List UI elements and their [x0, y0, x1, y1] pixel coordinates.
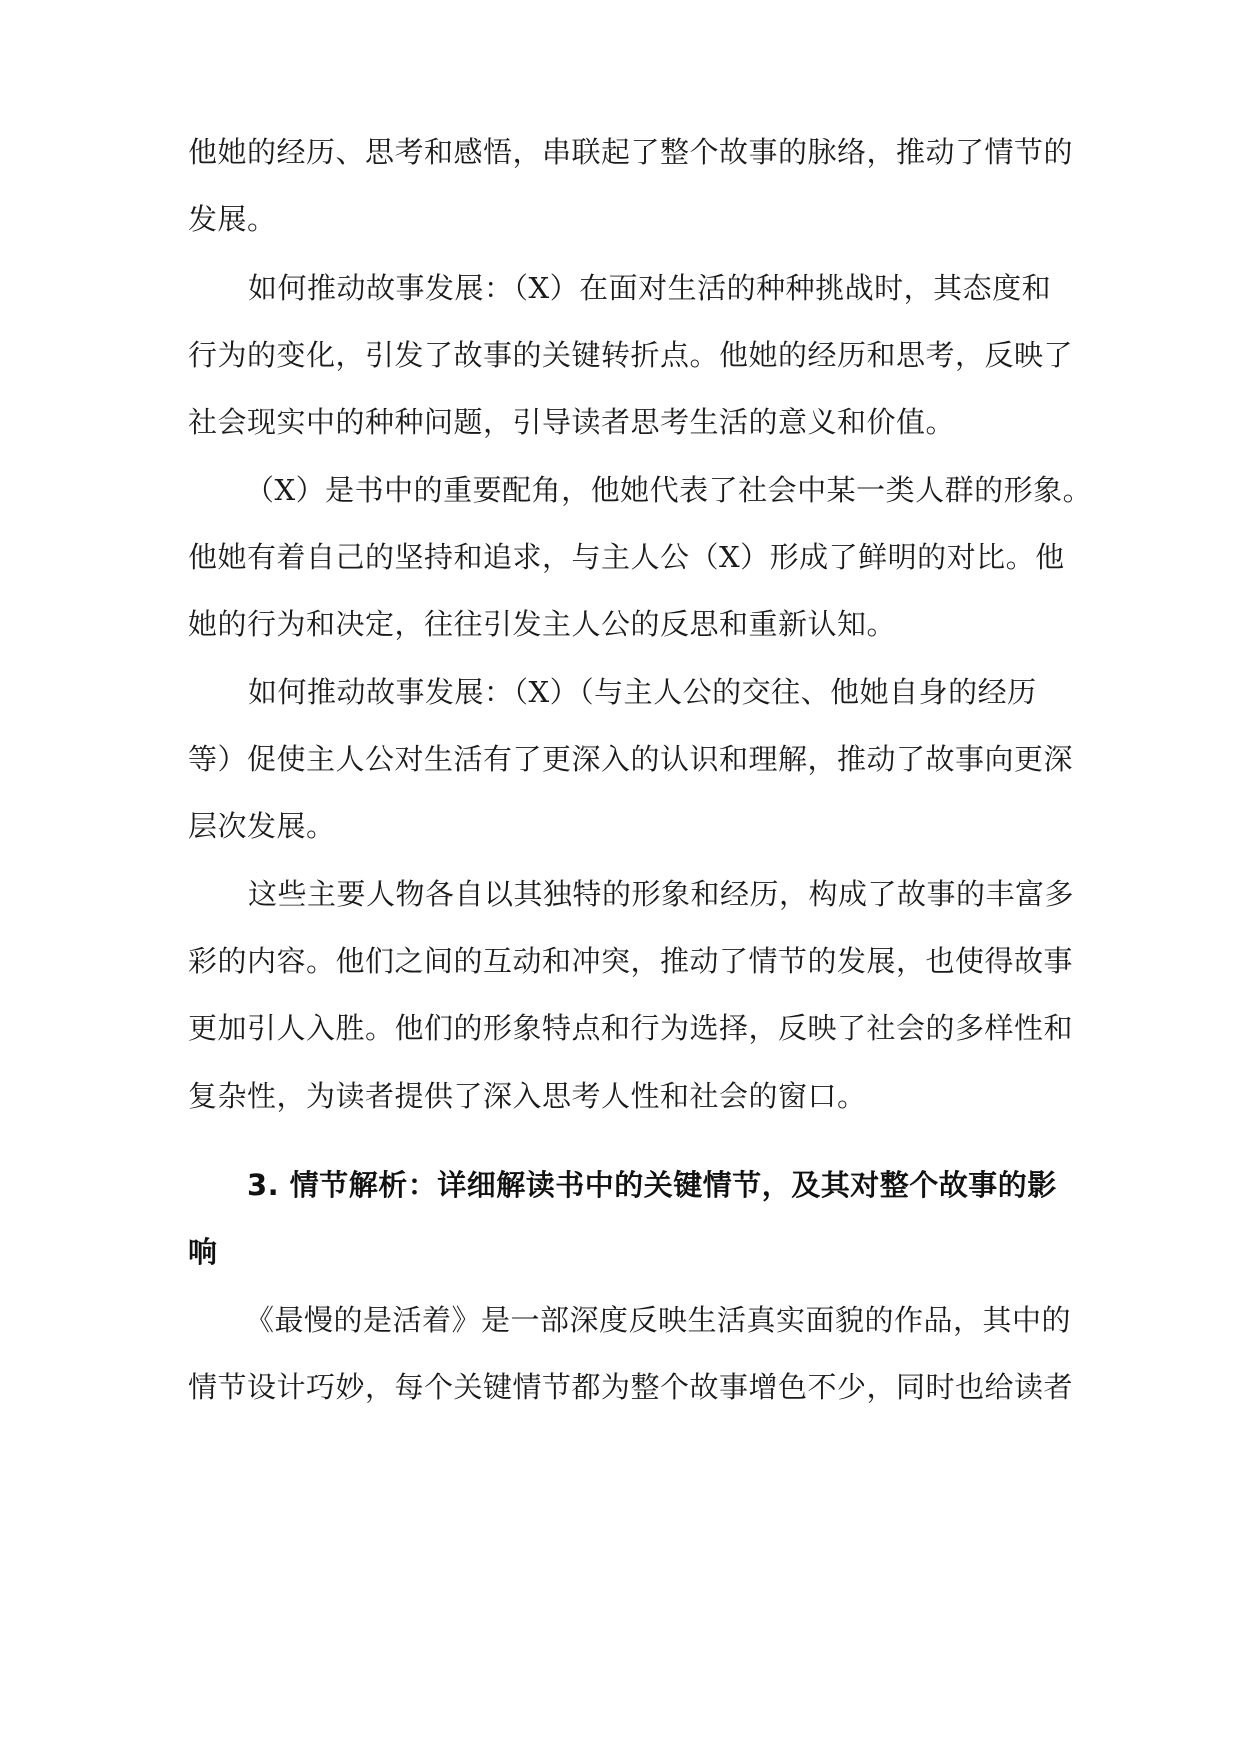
paragraph-line: 他她的经历、思考和感悟，串联起了整个故事的脉络，推动了情节的 [188, 135, 1074, 169]
paragraph-line: 社会现实中的种种问题，引导读者思考生活的意义和价值。 [188, 405, 956, 439]
paragraph-line: （X）是书中的重要配角，他她代表了社会中某一类人群的形象。 [245, 473, 1093, 507]
paragraph-line: 彩的内容。他们之间的互动和冲突，推动了情节的发展，也使得故事 [188, 944, 1074, 978]
section-heading-continuation: 响 [188, 1235, 218, 1269]
paragraph-line: 他她有着自己的坚持和追求，与主人公（X）形成了鲜明的对比。他 [188, 540, 1065, 574]
paragraph-line: 她的行为和决定，往往引发主人公的反思和重新认知。 [188, 607, 897, 641]
paragraph-line: 如何推动故事发展：（X）在面对生活的种种挑战时，其态度和 [248, 271, 1052, 305]
paragraph-line: 情节设计巧妙，每个关键情节都为整个故事增色不少，同时也给读者 [188, 1370, 1074, 1404]
section-heading: 3. 情节解析：详细解读书中的关键情节，及其对整个故事的影 [247, 1168, 1057, 1202]
paragraph-line: 复杂性，为读者提供了深入思考人性和社会的窗口。 [188, 1079, 867, 1113]
paragraph-line: 更加引人入胜。他们的形象特点和行为选择，反映了社会的多样性和 [188, 1011, 1074, 1045]
paragraph-line: 《最慢的是活着》是一部深度反映生活真实面貌的作品，其中的 [245, 1303, 1072, 1337]
paragraph-line: 如何推动故事发展：（X）（与主人公的交往、他她自身的经历 [248, 675, 1037, 709]
paragraph-line: 行为的变化，引发了故事的关键转折点。他她的经历和思考，反映了 [188, 338, 1074, 372]
paragraph-line: 这些主要人物各自以其独特的形象和经历，构成了故事的丰富多 [248, 877, 1075, 911]
paragraph-line: 层次发展。 [188, 809, 336, 843]
paragraph-line: 发展。 [188, 202, 277, 236]
paragraph-line: 等）促使主人公对生活有了更深入的认识和理解，推动了故事向更深 [188, 742, 1074, 776]
